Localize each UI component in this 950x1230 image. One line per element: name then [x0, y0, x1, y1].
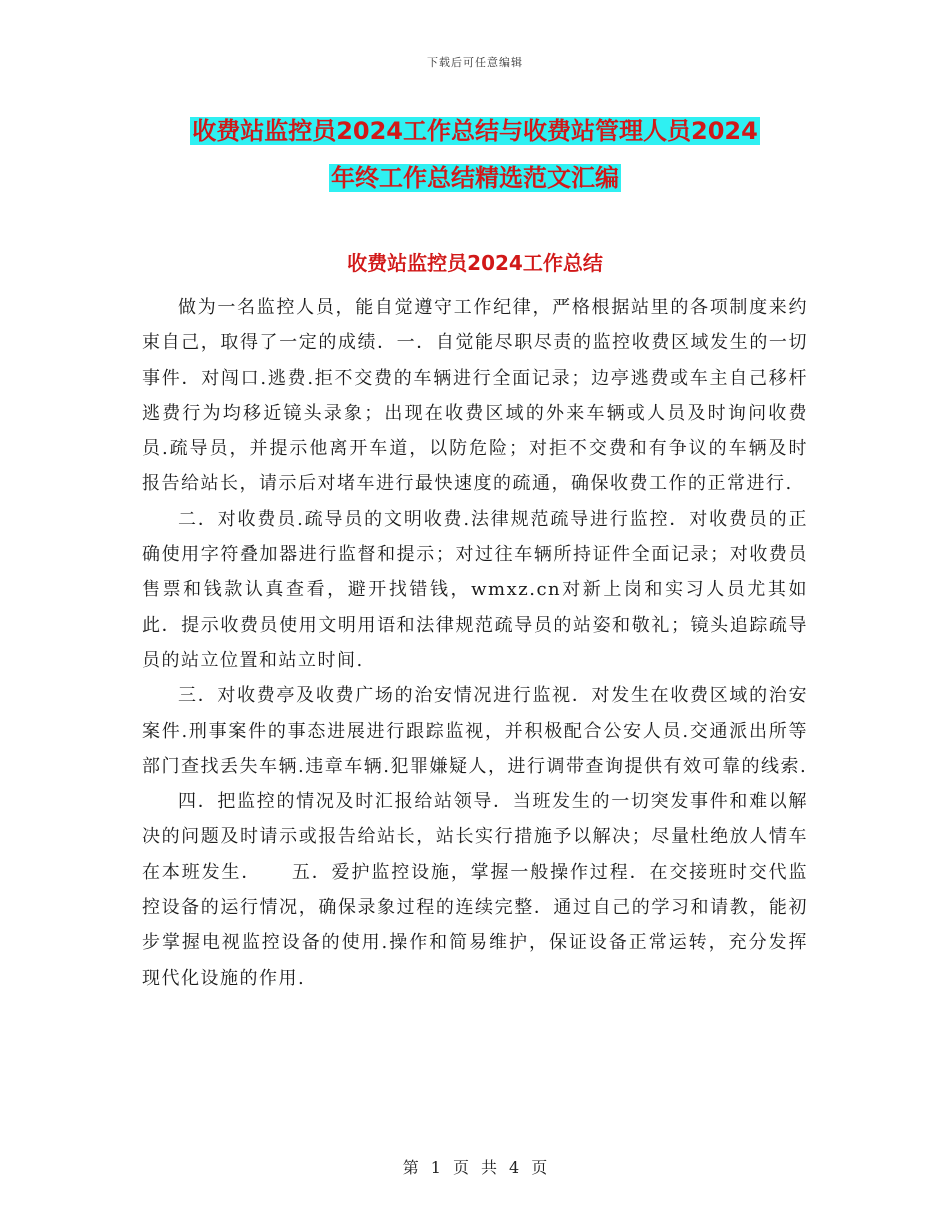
paragraph: 四．把监控的情况及时汇报给站领导．当班发生的一切突发事件和难以解决的问题及时请示或报告给站长，站长实行措施予以解决；尽量杜绝放人情车在本班发生． 五．爱护监控设施，掌握一般操作过程．在交接班时交代监控设备的运行情况，确保录象过程的连续完整．通过自己的学习和请教，能初步掌握电视监控设备的使用.操作和简易维护，保证设备正常运转，充分发挥现代化设施的作用.	[142, 791, 808, 989]
paragraph: 三．对收费亭及收费广场的治安情况进行监视．对发生在收费区域的治安案件.刑事案件的事态进展进行跟踪监视，并积极配合公安人员.交通派出所等部门查找丢失车辆.违章车辆.犯罪嫌疑人，进行调带查询提供有效可靠的线索.	[142, 685, 808, 777]
total-pages: 4	[509, 1158, 520, 1177]
footer-prefix: 第	[402, 1158, 419, 1177]
page-footer	[0, 1155, 950, 1178]
section-title: 收费站监控员2024工作总结	[347, 251, 603, 275]
paragraph: 二．对收费员.疏导员的文明收费.法律规范疏导进行监控．对收费员的正确使用字符叠加器进行监督和提示；对过往车辆所持证件全面记录；对收费员售票和钱款认真查看，避开找错钱，wmxz.cn对新上岗和实习人员尤其如此．提示收费员使用文明用语和法律规范疏导员的站姿和敬礼；镜头追踪疏导员的站立位置和站立时间.	[142, 508, 808, 671]
page-number: 1	[430, 1158, 441, 1177]
paragraph: 做为一名监控人员，能自觉遵守工作纪律，严格根据站里的各项制度来约束自己，取得了一定的成绩．一．自觉能尽职尽责的监控收费区域发生的一切事件．对闯口.逃费.拒不交费的车辆进行全面记录；边亭逃费或车主自己移杆逃费行为均移近镜头录象；出现在收费区域的外来车辆或人员及时询问收费员.疏导员，并提示他离开车道，以防危险；对拒不交费和有争议的车辆及时报告给站长，请示后对堵车进行最快速度的疏通，确保收费工作的正常进行.	[142, 297, 808, 495]
document-title	[150, 108, 800, 202]
body-text	[142, 290, 808, 996]
footer-suffix: 页	[531, 1158, 548, 1177]
document-title-line-1: 收费站监控员2024工作总结与收费站管理人员2024	[192, 117, 758, 145]
document-title-line-2: 年终工作总结精选范文汇编	[331, 164, 619, 192]
header-note: 下载后可任意编辑	[427, 56, 523, 69]
footer-total-prefix: 共	[481, 1158, 498, 1177]
footer-page-word: 页	[452, 1158, 469, 1177]
